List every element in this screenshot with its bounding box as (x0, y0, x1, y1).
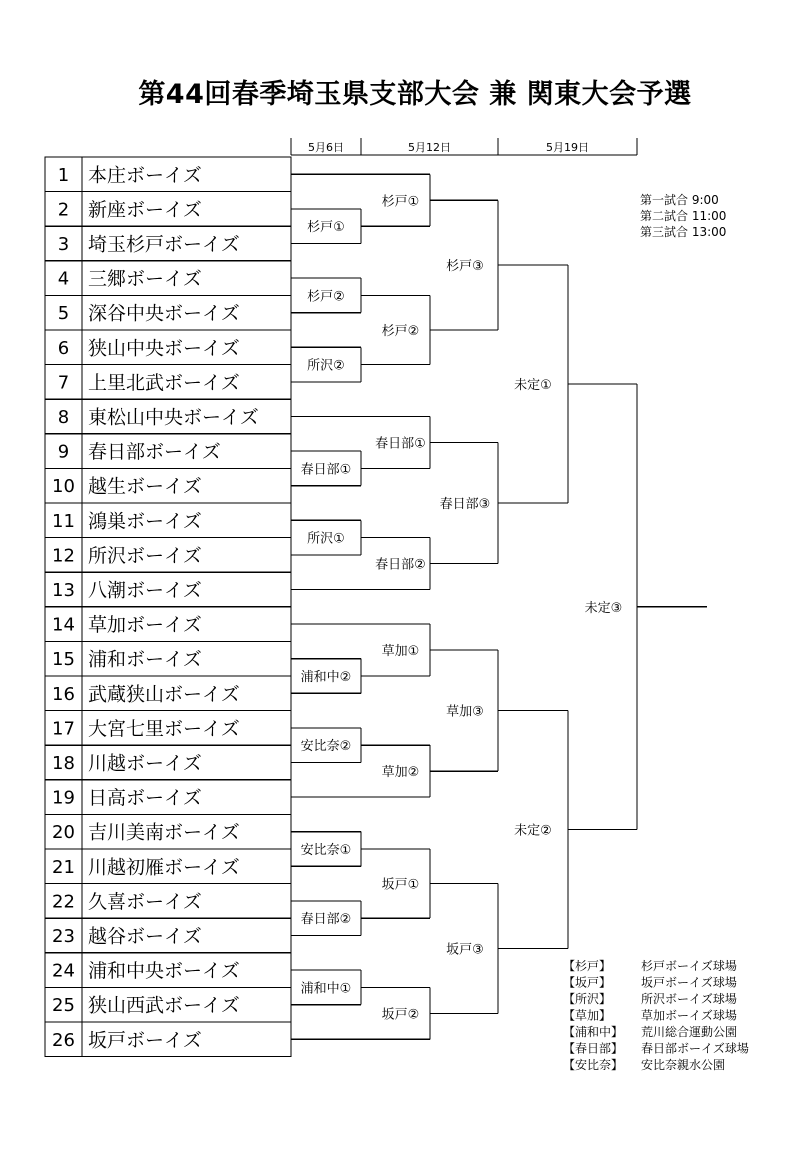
round1-game-label: 浦和中① (300, 981, 352, 997)
team-number: 6 (57, 337, 70, 359)
round2-game-label: 春日部① (375, 436, 426, 452)
team-name: 越生ボーイズ (88, 475, 202, 498)
team-number: 11 (52, 510, 75, 532)
venue-key: 【所沢】 (563, 992, 612, 1006)
game-labels (297, 190, 626, 1023)
team-name: 吉川美南ボーイズ (88, 821, 240, 844)
team-name: 本庄ボーイズ (88, 164, 202, 187)
team-number: 26 (52, 1029, 75, 1051)
team-number: 25 (52, 995, 75, 1017)
team-name: 川越ボーイズ (88, 752, 202, 775)
team-name: 三郷ボーイズ (88, 268, 202, 291)
team-name: 坂戸ボーイズ (88, 1029, 202, 1052)
team-name: 武蔵狭山ボーイズ (88, 683, 240, 706)
round1-game-label: 安比奈① (300, 843, 352, 858)
round3-game-label: 春日部③ (439, 497, 491, 512)
team-name: 狭山西武ボーイズ (88, 994, 240, 1017)
team-number: 12 (52, 545, 75, 567)
team-number: 17 (52, 718, 75, 740)
venue-key: 【春日部】 (563, 1041, 624, 1056)
date-label: 5月12日 (408, 141, 451, 154)
team-number: 9 (57, 441, 70, 463)
round1-game-label: 春日部② (300, 912, 352, 928)
venue-key: 【杉戸】 (563, 959, 612, 973)
venue-place: 坂戸ボーイズ球場 (641, 975, 737, 990)
round1-game-label: 杉戸① (307, 220, 345, 236)
team-name: 春日部ボーイズ (88, 441, 221, 464)
date-header (291, 138, 637, 155)
venue-place: 春日部ボーイズ球場 (641, 1041, 749, 1056)
team-number: 13 (52, 580, 75, 601)
round2-game-label: 坂戸① (381, 877, 420, 893)
team-number: 20 (52, 822, 75, 844)
schedule-line: 第二試合 11:00 (640, 209, 727, 223)
venue-place: 荒川総合運動公園 (641, 1025, 738, 1039)
venue-key: 【草加】 (563, 1008, 612, 1023)
team-number: 7 (57, 372, 70, 394)
round4-game-label: 未定② (514, 823, 552, 839)
round1-game-label: 所沢② (307, 358, 345, 374)
team-number: 14 (52, 614, 75, 636)
venue-key: 【安比奈】 (563, 1058, 624, 1072)
team-name: 久喜ボーイズ (88, 890, 202, 913)
round1-game-label: 杉戸② (307, 289, 345, 305)
side-info (563, 192, 749, 1072)
round1-game-label: 春日部① (300, 462, 352, 478)
team-number: 23 (52, 926, 75, 947)
team-number: 24 (52, 960, 75, 982)
team-number: 2 (57, 199, 70, 221)
venue-place: 所沢ボーイズ球場 (641, 992, 737, 1006)
team-name: 狭山中央ボーイズ (88, 337, 240, 360)
team-name: 埼玉杉戸ボーイズ (88, 233, 240, 256)
team-list (45, 157, 291, 1057)
round1-game-label: 安比奈② (300, 739, 352, 755)
team-name: 草加ボーイズ (88, 614, 202, 637)
page-title: 第44回春季埼玉県支部大会 兼 関東大会予選 (138, 79, 692, 110)
venue-key: 【浦和中】 (563, 1025, 624, 1039)
team-name: 越谷ボーイズ (88, 925, 202, 948)
round3-game-label: 草加③ (446, 704, 484, 720)
team-name: 所沢ボーイズ (88, 544, 202, 567)
schedule-line: 第一試合 9:00 (640, 193, 719, 207)
date-label: 5月19日 (546, 141, 589, 154)
team-name: 浦和ボーイズ (88, 648, 202, 671)
round3-game-label: 坂戸③ (446, 942, 484, 958)
round2-game-label: 草加① (381, 644, 420, 660)
final-game-label: 未定③ (584, 600, 623, 616)
round2-game-label: 草加② (381, 765, 420, 781)
team-number: 5 (57, 303, 70, 325)
venue-key: 【坂戸】 (563, 975, 612, 990)
team-name: 浦和中央ボーイズ (88, 960, 240, 983)
team-number: 18 (52, 753, 75, 774)
team-number: 4 (57, 268, 70, 290)
round4-game-label: 未定① (514, 378, 552, 394)
team-number: 22 (52, 891, 75, 913)
round2-game-label: 杉戸① (381, 194, 420, 210)
team-name: 大宮七里ボーイズ (88, 717, 240, 740)
team-name: 八潮ボーイズ (88, 579, 202, 602)
round2-game-label: 坂戸② (381, 1007, 420, 1023)
round2-game-label: 杉戸② (381, 324, 420, 339)
team-number: 3 (57, 234, 70, 255)
team-name: 川越初雁ボーイズ (88, 856, 240, 879)
team-number: 10 (52, 476, 75, 498)
team-number: 19 (52, 787, 75, 809)
venue-place: 安比奈親水公園 (641, 1058, 726, 1072)
venue-place: 草加ボーイズ球場 (641, 1008, 737, 1023)
round3-game-label: 杉戸③ (446, 259, 484, 275)
round1-game-label: 所沢① (307, 531, 345, 547)
team-number: 21 (52, 856, 75, 878)
round1-game-label: 浦和中② (300, 670, 352, 685)
team-name: 日高ボーイズ (88, 787, 202, 810)
team-name: 上里北武ボーイズ (88, 371, 240, 394)
team-name: 深谷中央ボーイズ (88, 302, 240, 325)
team-number: 8 (57, 407, 70, 428)
team-name: 新座ボーイズ (88, 198, 202, 221)
schedule-line: 第三試合 13:00 (640, 225, 727, 239)
team-number: 15 (52, 649, 75, 671)
venue-place: 杉戸ボーイズ球場 (641, 959, 737, 973)
date-label: 5月6日 (308, 141, 344, 154)
team-name: 鴻巣ボーイズ (88, 510, 202, 533)
team-number: 16 (52, 683, 75, 705)
round2-game-label: 春日部② (375, 557, 426, 573)
team-number: 1 (57, 164, 70, 186)
team-name: 東松山中央ボーイズ (88, 406, 259, 429)
